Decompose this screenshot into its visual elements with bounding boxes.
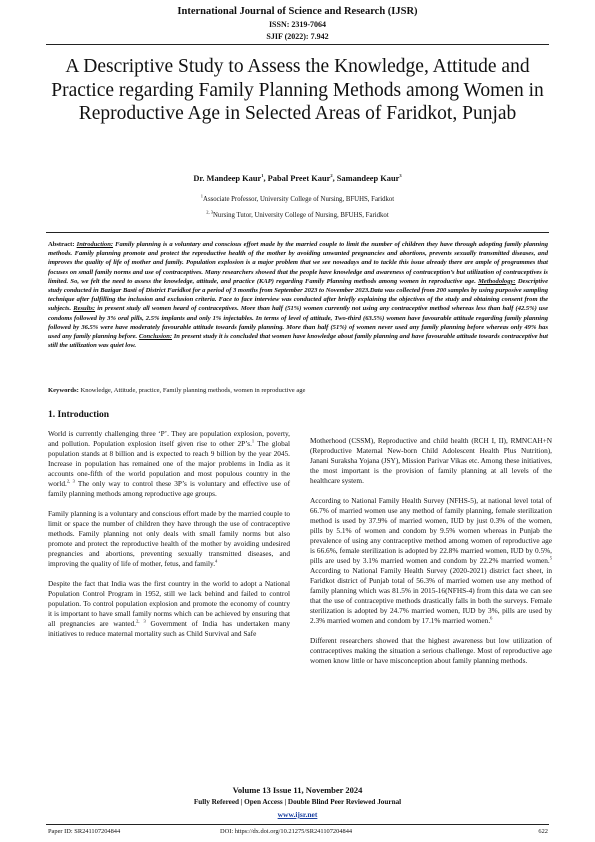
footer-doi[interactable]: DOI: https://dx.doi.org/10.21275/SR241107204844 — [220, 828, 353, 835]
author-sup: 3 — [399, 173, 402, 179]
abstract-method: Descriptive study conducted in Bazigar Basti of District Faridkot for a period of 3 months from September 2023 to November 2023.Data was collected from 200 samples by using purposive sampling technique after fulfilling the inclusion and exclusion criteria. Face to face interview was conducted after briefly explaining the objectives of the study and obtaining consent from the subjects. — [48, 277, 548, 313]
right-column — [310, 436, 552, 676]
author-list: Dr. Mandeep Kaur$^1$, Pabal Preet Kaur$^2$, Samandeep Kaur$^3$ — [193, 173, 402, 183]
affiliation — [0, 209, 595, 219]
paragraph: According to National Family Health Survey (NFHS-5), at national level total of 66.7% of married women use any method of family planning, female sterilization method is used by 37.9% of married women, IUD by just 0.3% of the women, pills by 5.1% of women and condom by 9.5% women whereas in Punjab the prevalence of using any contraceptive method among women of reproductive age is 66.6%, female sterilization is adopted by 22.8% married women, IUD by 0.5%, pills are used by 3.1% married women and condom by 22.2% married women.$^5$ According to National Family Health Survey (2020-2021) district fact sheet, in Faridkot district of Punjab total of 56.3% of married women use any method of family planning which was 81.5% in 2015-16(NFHS-4) from this data we can see that the use of contraceptive methods drastically falls in both the surveys. Female sterilization is adopted by 24.7% married women, IUD by 3%, pills are used by 2.3% married women and condom by 17.1% married women.$^6$ — [310, 496, 552, 625]
affiliation — [0, 193, 595, 203]
abstract-intro-label: Introduction: — [76, 241, 114, 248]
abstract-intro: Family planning is a voluntary and conscious effort made by the married couple to limit the number of children they have through adopting family planning methods. Family planning promote and protect the reproductive health of the mother by avoiding unwanted pregnancies and abortions, prevents sexually transmitted diseases, and improves the quality of life of mother and family. Population explosion is a major problem that we see nowadays and to tackle this issue already there are ample of programmes that focuses on small family norms and use of contraceptives. Many researchers showed that the people have knowledge and awareness of contraception’s but utilization of contraceptives is limited. So, we felt the need to assess the knowledge, attitude, and practice (KAP) regarding Family Planning methods among women in reproductive age. — [48, 241, 549, 285]
author-name: Dr. Mandeep Kaur — [193, 174, 262, 183]
footer-rule — [46, 824, 549, 825]
abstract-conclusion: In present study it is concluded that women have knowledge about family planning and have favourable attitude towards contraceptive but still the utilization was quiet low. — [48, 333, 548, 350]
abstract-conclusion-label: Conclusion: — [138, 333, 173, 341]
paper-title: A Descriptive Study to Assess the Knowledge, Attitude and Practice regarding Family Planning Methods among Women in Reproductive Age in Selected Areas of Faridkot, Punjab — [51, 56, 544, 124]
paragraph: World is currently challenging three ‘P’. They are population explosion, poverty, and pollution. Population explosion itself given rise to other 2P’s.$^1$ The global population stands at 8 billion and is expected to reach 9 billion by the year 2045. Increase in population has remained one of the major problems in India as it accounts one-fifth of the world population and most populous country in the world.$^{2, 3}$ The only way to control these 3P’s is voluntary and effective use of family planning methods among reproductive age groups. — [48, 429, 291, 498]
paragraph: Family planning is a voluntary and conscious effort made by the married couple to limit or space the number of children they have through the use of contraceptive methods. Family planning not only deals with small family norms but also promote and protect the reproductive health of the mother by avoiding undesired pregnancies and abortions, preventing sexually transmitted diseases, and improving the quality of life of mother, fetus, and family.$^4$ — [48, 509, 290, 568]
abstract-results: in present study all women heard of contraceptives. More than half (51%) women currently not using any contraceptive method whereas less than half (42.5%) use condoms followed by 3% oral pills, 2.5% implants and only 1% injectables. In terms of level of attitude, Two-third (63.5%) women have favourable attitude regarding family planning followed by 36.5% were have moderately favourable attitude towards family planning. More than half (51%) of women never used any family planning before whereas only 49% has used any family planning before. — [48, 305, 549, 341]
footer-volume: Volume 13 Issue 11, November 2024 — [232, 785, 363, 795]
journal-issn: ISSN: 2319-7064 — [268, 20, 327, 29]
abstract-label: Abstract: — [48, 241, 75, 248]
paragraph: Motherhood (CSSM), Reproductive and child health (RCH I, II), RMNCAH+N (Reproductive Maternal New-born Child Adolescent Health Plus Nutrition), Janani Suraksha Yojana (JSY), Mission Parivar Vikas etc. Among these initiatives, the most important is the provision of family planning at all levels of the healthcare system. — [310, 436, 552, 485]
footer-website-link[interactable]: www.ijsr.net — [277, 810, 318, 819]
footer-page-number: 622 — [538, 828, 548, 835]
affiliation-sup: 2, 3 — [206, 209, 214, 215]
left-column — [48, 410, 290, 649]
header-rule — [46, 44, 549, 45]
abstract-results-label: Results: — [73, 305, 96, 313]
author-sup: 1 — [261, 173, 264, 179]
journal-name: International Journal of Science and Research (IJSR) — [177, 6, 418, 17]
paragraph: Despite the fact that India was the first country in the world to adopt a National Population Control Program in 1952, still we lack behind and failed to control population. To control population explosion and promote the economy of country it is important to have small family norms which can be achieved by ensuring that all pregnancies are wanted.$^{2, 3}$ Government of India has undertaken many initiatives to reduce maternal mortality such as Child Survival and Safe — [48, 579, 290, 638]
abstract-method-label: Methodology: — [478, 277, 516, 285]
author-name: Samandeep Kaur — [336, 174, 400, 183]
affiliation-sup: 1 — [200, 193, 204, 199]
affiliation-text: Associate Professor, University College of Nursing, BFUHS, Faridkot — [203, 196, 395, 203]
keywords-label: Keywords: — [48, 387, 79, 394]
affiliation-text: Nursing Tutor, University College of Nursing, BFUHS, Faridkot — [213, 212, 389, 219]
footer-paper-id: Paper ID: SR241107204844 — [48, 828, 121, 835]
author-sup: 2 — [330, 173, 333, 179]
author-name: Pabal Preet Kaur — [267, 174, 331, 183]
keywords-text: Knowledge, Attitude, practice, Family planning methods, women in reproductive age — [80, 387, 306, 394]
keywords — [48, 387, 548, 394]
journal-sjif: SJIF (2022): 7.942 — [266, 32, 329, 41]
abstract-rule — [46, 232, 549, 233]
abstract — [48, 240, 548, 350]
footer-refereed: Fully Refereed | Open Access | Double Blind Peer Reviewed Journal — [193, 798, 402, 806]
paragraph: Different researchers showed that the highest awareness but low utilization of contraceptives making the situation a serious challenge. Most of reproductive age women know little or have misconception about family planning methods. — [310, 636, 552, 665]
section-heading: 1. Introduction — [48, 410, 110, 420]
